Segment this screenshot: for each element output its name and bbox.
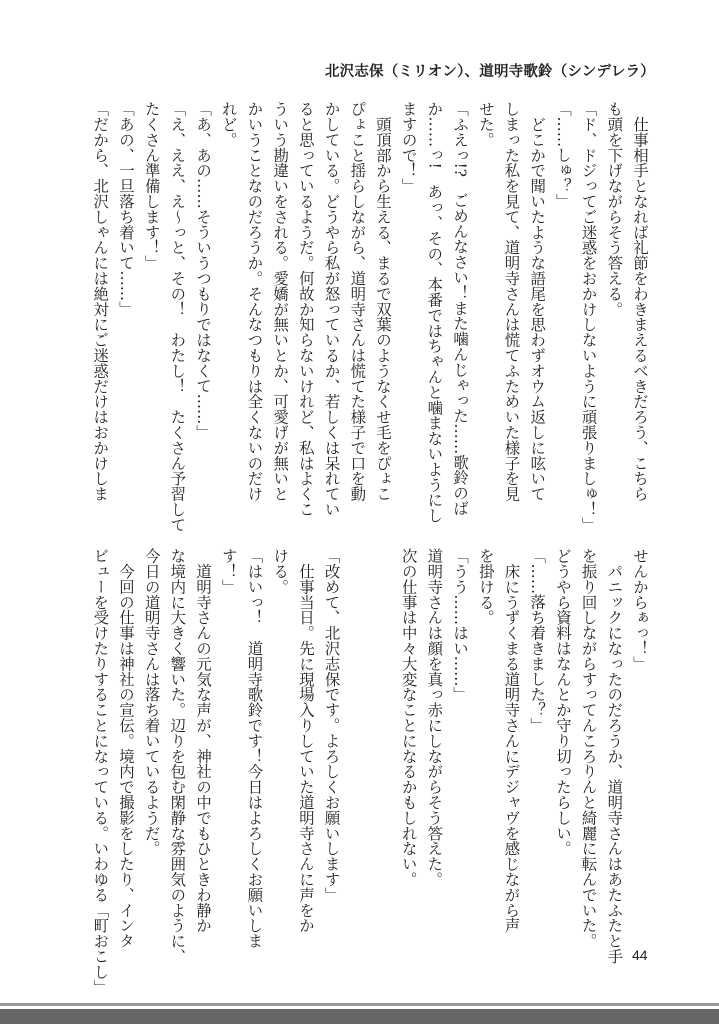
text-line: 「改めて、北沢志保です。よろしくお願いします」 [322,548,341,903]
text-line: を振り回しながらすってんころりんと綺麗に転んでいた。 [579,548,598,949]
text-line: 「……しゅ？」 [553,101,572,209]
text-line: 道明寺さんは顔を真っ赤にしながらそう答えた。 [425,548,444,887]
text-line: 「ふえっ!? ごめんなさい！また噛んじゃった……歌鈴のば [451,101,470,516]
scene-break [344,548,370,958]
text-line: しまった私を見て、道明寺さんは慌てふためいた様子を見 [502,101,521,502]
text-line: 仕事当日。先に現場入りしていた道明寺さんに声をか [296,548,315,933]
text-line: な境内に大きく響いた。辺りを包む閑静な雰囲気のように、 [168,548,187,964]
text-line: も頭を下げながらそう答える。 [605,101,624,317]
text-line: 頭頂部から生える、まるで双葉のようなくせ毛をぴょこ [373,101,392,502]
text-line: す！」 [219,548,238,595]
text-line: パニックになったのだろうか、道明寺さんはあたふたと手 [605,548,624,964]
text-line: 「うう……はい……」 [451,548,470,702]
text-line: 道明寺さんの元気な声が、神社の中でもひときわ静か [194,548,213,933]
scene-break [369,548,395,958]
text-line: 次の仕事は中々大変なことになるかもしれない。 [399,548,418,887]
text-line: 今回の仕事は神社の宣伝。境内で撮影をしたり、インタ [116,548,135,949]
text-line: ビューを受けたりすることになっている。いわゆる「町おこし」 [91,548,110,995]
footer-rule [0,1003,719,1006]
text-line: たくさん準備します！」 [142,101,161,271]
text-line: 「あ、あの……そういうつもりではなくて……」 [194,101,213,440]
running-header: 北沢志保（ミリオン）、道明寺歌鈴（シンデレラ） [324,64,655,80]
text-line: どこかで聞いたような語尾を思わずオウム返しに呟いて [528,101,547,502]
upper-text-block [86,101,652,533]
text-line: 「え、ええ、え〜っと、その！ わたし！ たくさん予習して [168,101,187,533]
text-line: を掛ける。 [476,548,495,625]
text-line: 「ド、ドジってご迷惑をおかけしないように頑張りましゅ！」 [579,101,598,533]
text-line: ける。 [271,548,290,595]
text-line: どうやら資料はなんとか守り切ったらしい。 [553,548,572,856]
text-line: 「はいっ！ 道明寺歌鈴です！今日はよろしくお願いしま [245,548,264,949]
lower-text-block [86,548,652,995]
text-line: ますので！」 [399,101,418,194]
text-line: れど。 [219,101,238,148]
text-line: せた。 [476,101,495,148]
footer-bar [0,1009,719,1024]
text-line: 「あの、一旦落ち着いて……」 [116,101,135,317]
text-line: ぴょこと揺らしながら、道明寺さんは慌てた様子で口を動 [348,101,367,502]
page-number: 44 [632,947,648,963]
text-line: か……っ! あっ、その、本番ではちゃんと噛まないようにし [425,101,444,523]
text-line: かいうことなのだろうか。そんなつもりは全くないのだけ [245,101,264,502]
text-line: 「……落ち着きました？」 [528,548,547,733]
text-line: 「だから、北沢しゃんには絶対にご迷惑だけはおかけしま [91,101,110,502]
text-line: 仕事相手となれば礼節をわきまえるべきだろう、こちら [631,101,649,502]
text-line: ういう勘違いをされる。愛嬌が無いとか、可愛げが無いと [271,101,290,502]
text-line: せんからぁっ！」 [631,548,649,672]
text-line: ると思っているようだ。何故か知らないけれど、私はよくこ [296,101,315,517]
text-line: 床にうずくまる道明寺さんにデジャヴを感じながら声 [502,548,521,933]
text-line: かしている。どうやら私が怒っているか、若しくは呆れてい [322,101,341,517]
text-line: 今日の道明寺さんは落ち着いているようだ。 [142,548,161,856]
